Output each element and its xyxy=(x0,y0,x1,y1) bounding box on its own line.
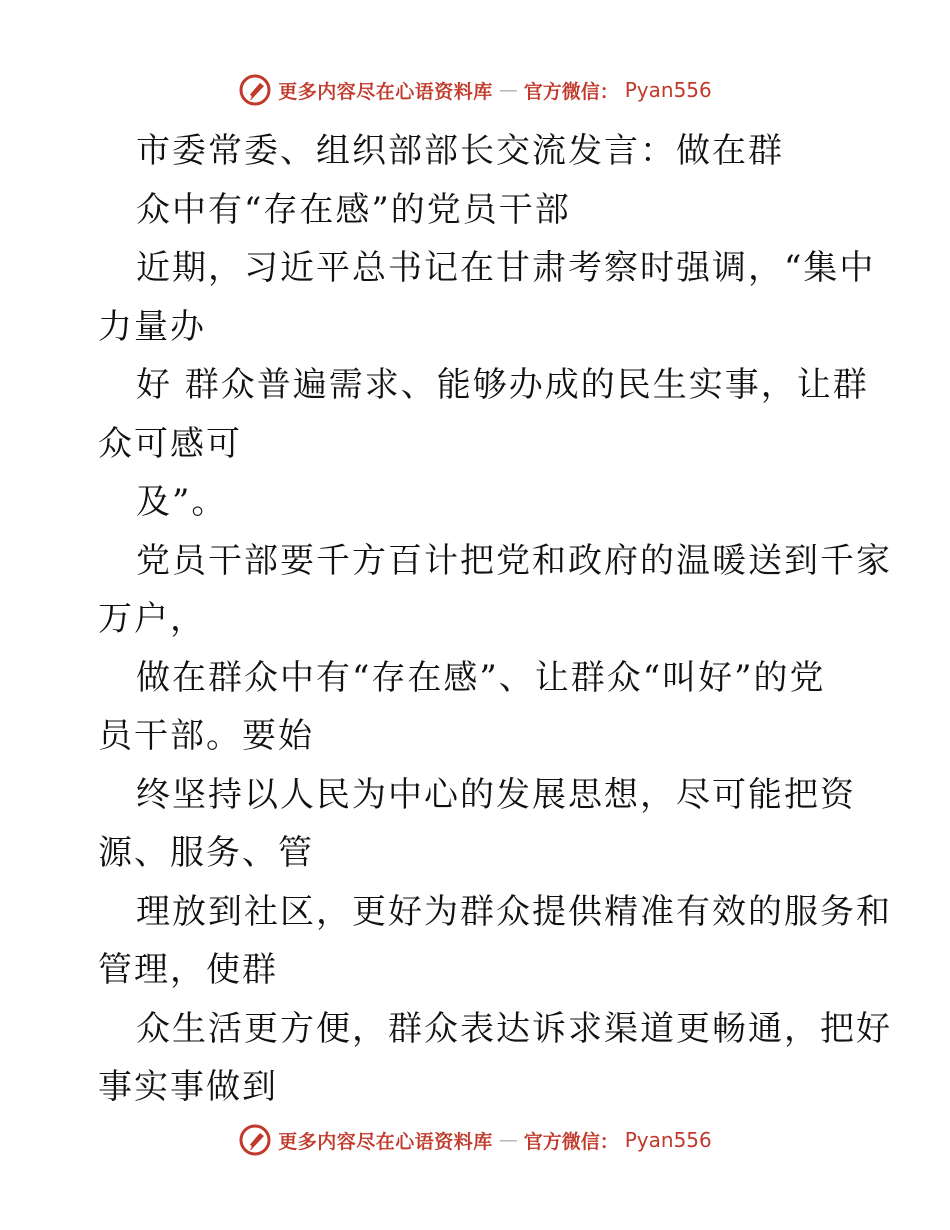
quill-seal-icon xyxy=(238,73,272,107)
text-line: 众生活更方便，群众表达诉求渠道更畅通，把好 xyxy=(136,1008,892,1049)
text-line: 万户， xyxy=(98,599,206,639)
text-line: 事实事做到 xyxy=(98,1067,278,1107)
text-line: 众可感可 xyxy=(98,423,242,464)
quill-seal-icon xyxy=(238,1123,272,1157)
banner-wechat-label: 官方微信： xyxy=(523,80,619,103)
footer-banner xyxy=(0,1118,950,1162)
text-line: 近期，习近平总书记在甘肃考察时强调，“集中 xyxy=(136,248,876,288)
banner-wechat-label: 官方微信： xyxy=(523,1130,619,1153)
banner-wechat-id: Pyan556 xyxy=(624,78,712,102)
banner-text: 更多内容尽在心语资料库 xyxy=(278,80,493,103)
document-body xyxy=(98,122,892,1117)
text-line: 做在群众中有“存在感”、让群众“叫好”的党 xyxy=(136,657,826,698)
text-line: 众中有“存在感”的党员干部 xyxy=(136,189,571,230)
banner-text: 更多内容尽在心语资料库 xyxy=(278,1130,493,1153)
banner-wechat-id: Pyan556 xyxy=(624,1128,712,1152)
header-banner xyxy=(0,68,950,112)
text-line: 源、服务、管 xyxy=(98,833,314,873)
banner-dash: — xyxy=(498,79,518,101)
text-line: 管理，使群 xyxy=(98,950,278,990)
banner-dash: — xyxy=(498,1129,518,1151)
text-line: 市委常委、组织部部长交流发言：做在群 xyxy=(136,131,784,171)
text-line: 好 群众普遍需求、能够办成的民生实事，让群 xyxy=(136,365,869,405)
text-line: 力量办 xyxy=(98,306,206,347)
text-line: 及”。 xyxy=(136,482,228,522)
text-line: 理放到社区，更好为群众提供精准有效的服务和 xyxy=(136,891,892,932)
text-line: 党员干部要千方百计把党和政府的温暖送到千家 xyxy=(136,540,892,581)
text-line: 员干部。要始 xyxy=(98,716,314,756)
text-line: 终坚持以人民为中心的发展思想，尽可能把资 xyxy=(136,774,856,815)
